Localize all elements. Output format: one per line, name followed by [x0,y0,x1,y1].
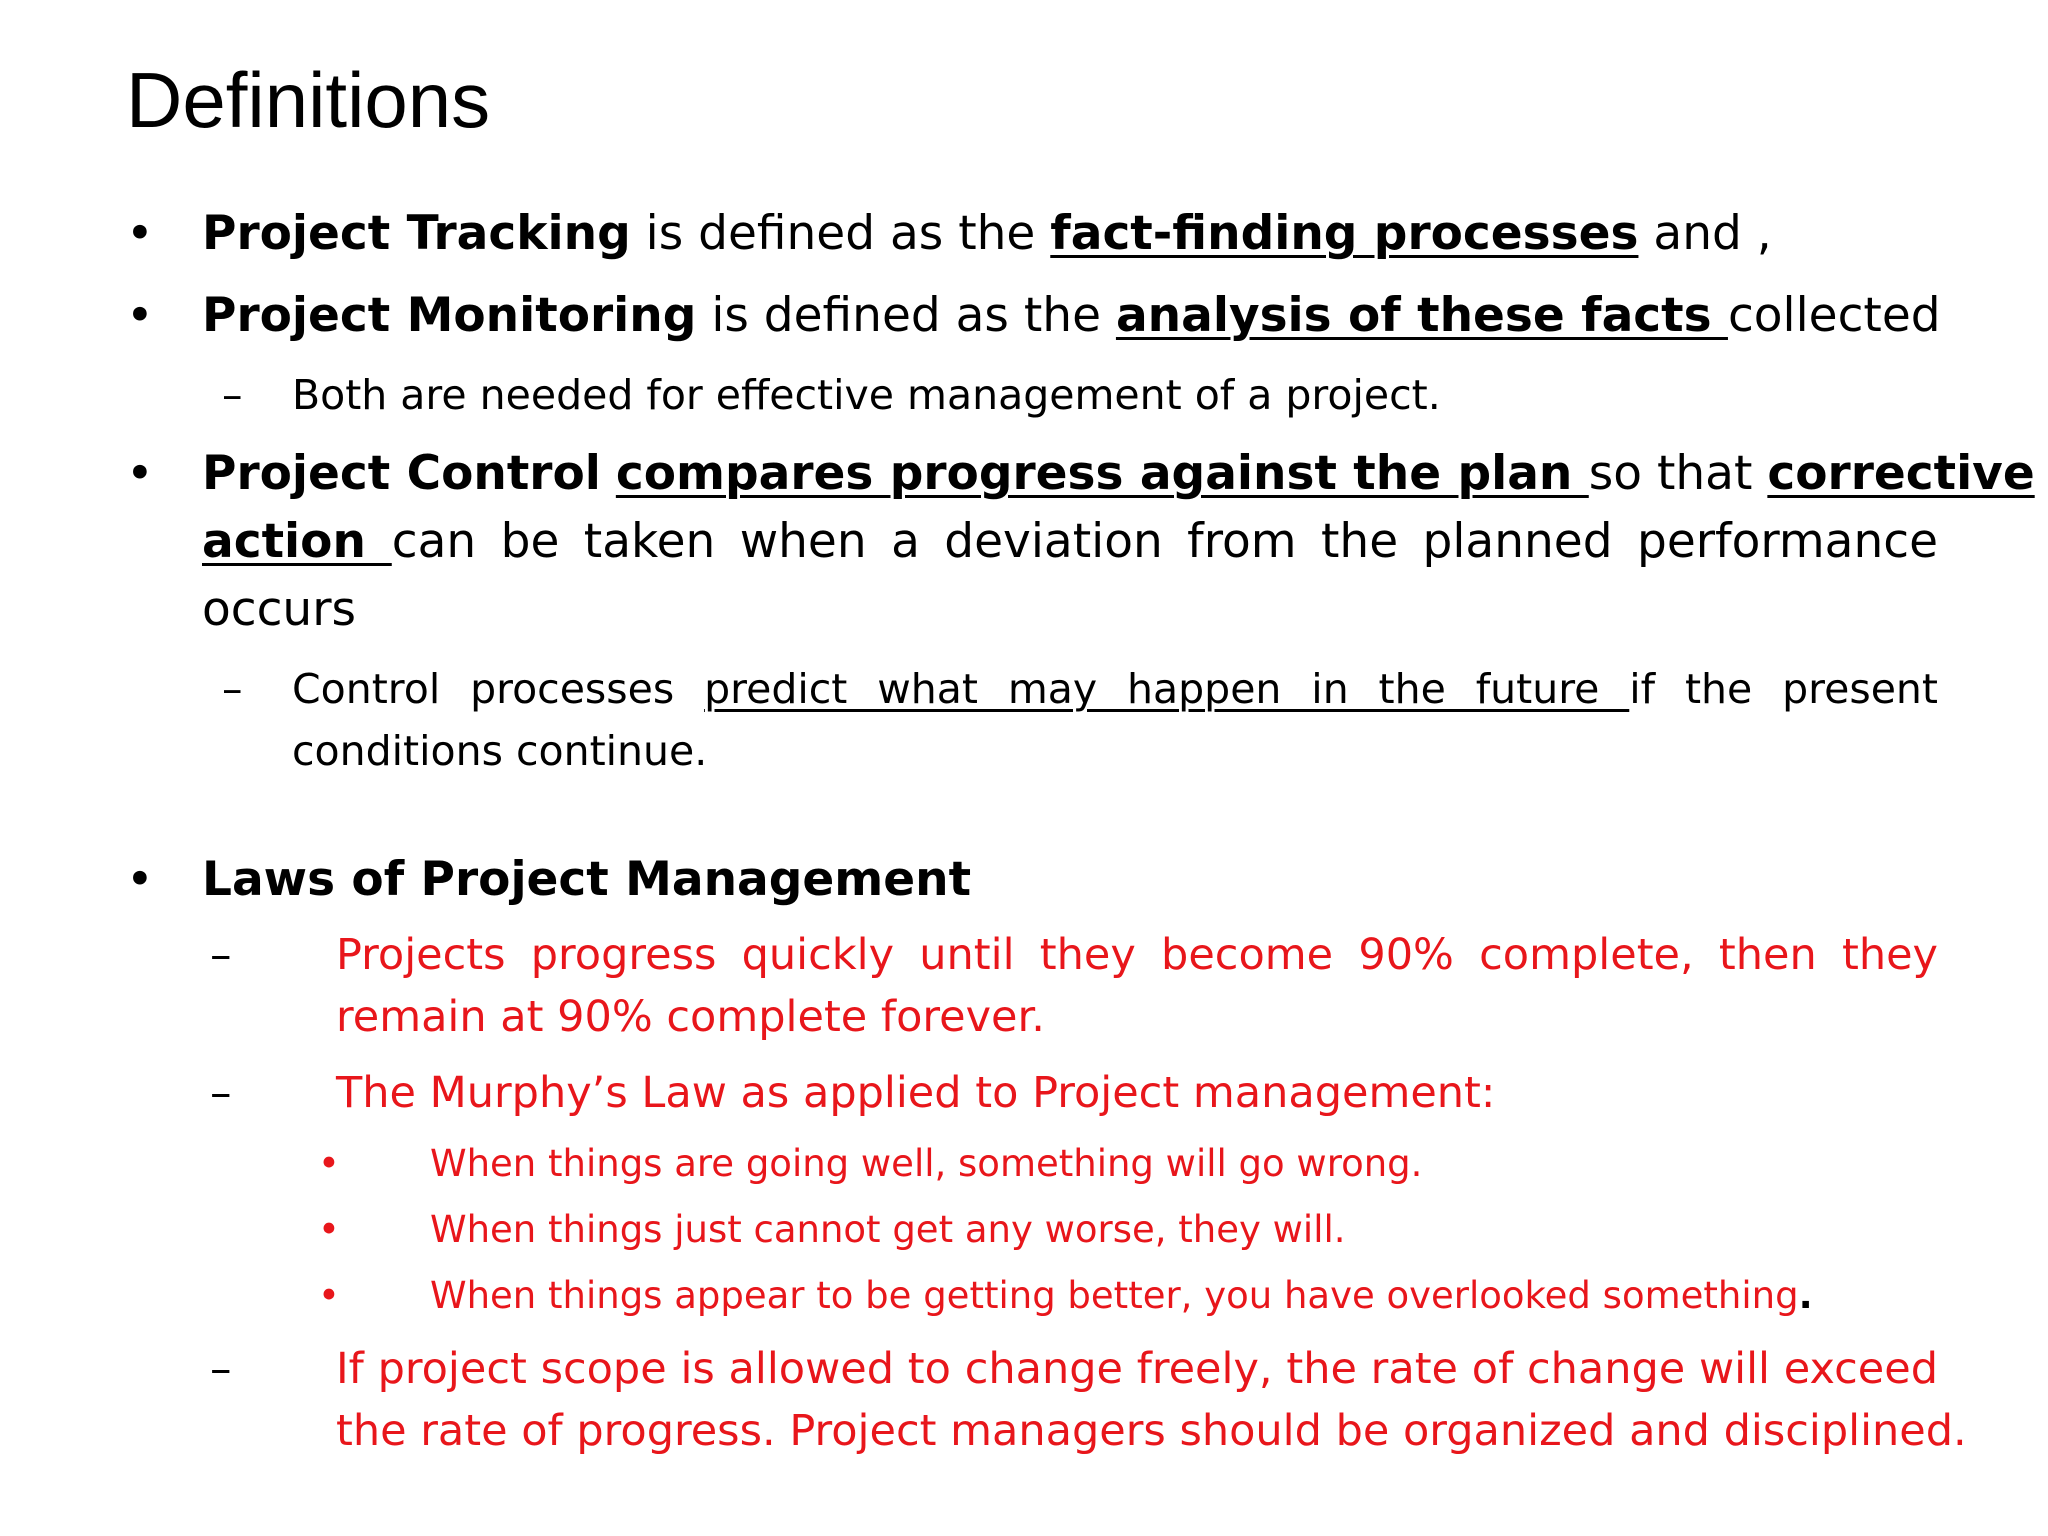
dash-marker: – [222,371,243,419]
key-action: action [202,514,392,569]
definition-monitoring [202,282,1941,350]
law-1-line1: Projects progress quickly until they become 90% complete, then they [336,930,1938,980]
term-tracking: Project Tracking [202,206,631,261]
law-1-line2: remain at 90% complete forever. [336,992,1045,1042]
law-3-line1: If project scope is allowed to change freely, the rate of change will exceed [336,1344,1938,1394]
page-title: Definitions [126,56,491,144]
control-subpoint-line1 [292,658,1938,720]
law-2-murphy: The Murphy’s Law as applied to Project management: [336,1068,1496,1118]
laws-heading: Laws of Project Management [202,852,972,907]
definition-tracking [202,200,1772,268]
bullet-dot: • [126,446,154,501]
text: When things appear to be getting better, you have overlooked something [430,1274,1799,1317]
text: can be taken when a deviation from the planned performance [391,514,1938,569]
key-predict: predict what may happen in the future [704,665,1630,713]
text: Control processes [292,665,675,713]
text: is defined as the [630,206,1051,261]
term-control: Project Control [202,446,601,501]
text: collected [1727,288,1941,343]
dash-marker: – [222,665,243,713]
dash-marker: – [210,1344,232,1394]
text: if the present [1629,665,1938,713]
bullet-dot: • [126,206,154,261]
definition-control-line2 [202,508,1938,576]
key-compares-progress: compares progress against the plan [615,446,1589,501]
dash-marker: – [210,930,232,980]
definition-control-line1 [202,440,2035,508]
murphy-item: When things just cannot get any worse, they will. [430,1208,1346,1251]
period: . [1798,1274,1813,1317]
control-subpoint-line2: conditions continue. [292,727,708,775]
key-fact-finding: fact-finding processes [1050,206,1639,261]
dash-marker: – [210,1068,232,1118]
murphy-item [430,1266,1813,1326]
bullet-dot: • [318,1142,340,1185]
monitoring-subpoint: Both are needed for effective management of a project. [292,371,1441,419]
bullet-dot: • [126,288,154,343]
key-corrective: corrective [1767,446,2035,501]
text: and , [1638,206,1772,261]
definition-control-line3: occurs [202,582,357,637]
law-3-line2: the rate of progress. Project managers should be organized and disciplined. [336,1406,1967,1456]
term-monitoring: Project Monitoring [202,288,697,343]
bullet-dot: • [318,1208,340,1251]
bullet-dot: • [318,1274,340,1317]
bullet-dot: • [126,852,154,907]
key-analysis: analysis of these facts [1115,288,1728,343]
murphy-item: When things are going well, something will go wrong. [430,1142,1423,1185]
text: so that [1588,446,1753,501]
text: is defined as the [696,288,1116,343]
